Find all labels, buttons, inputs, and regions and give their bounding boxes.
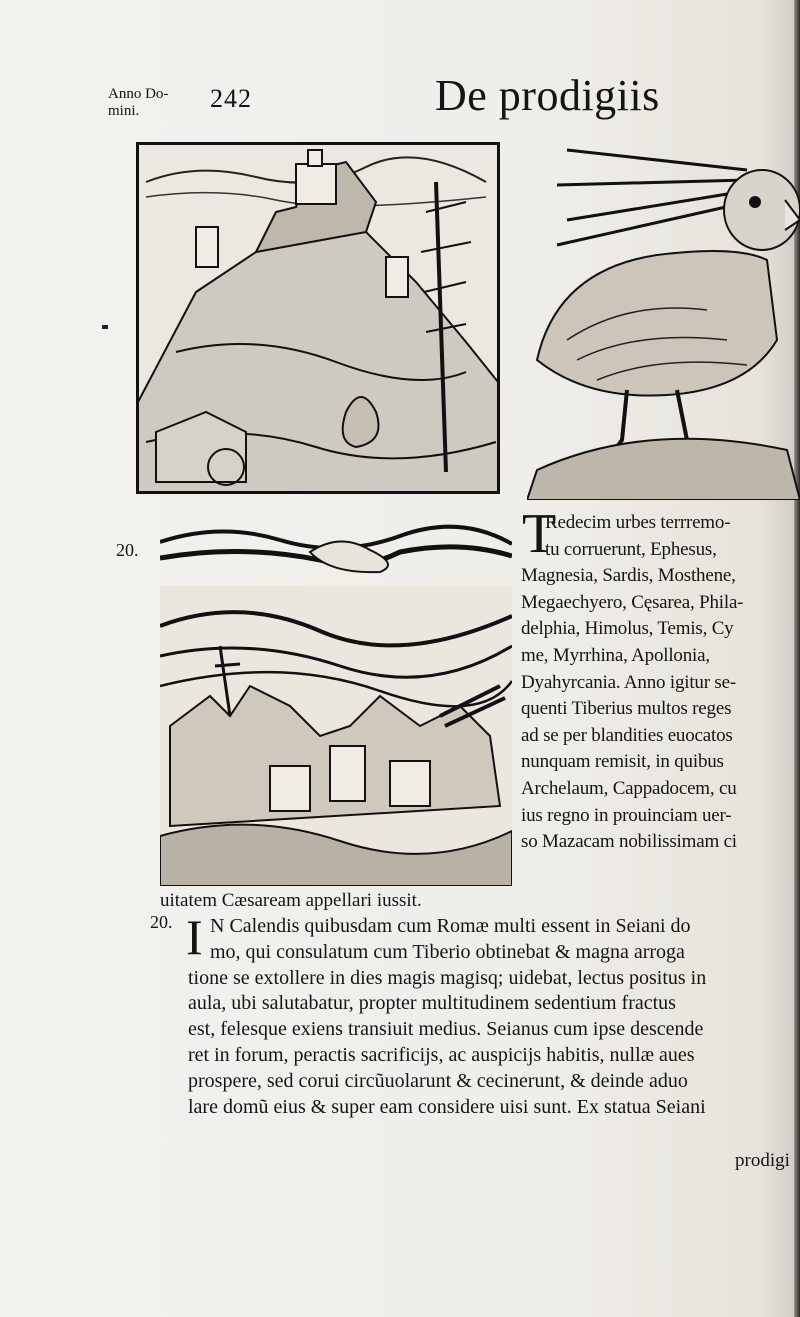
- castle-woodcut-icon: [136, 142, 500, 494]
- cloud-woodcut-icon: [160, 522, 512, 574]
- paragraph-2: [186, 909, 793, 1120]
- text-line: me, Myrrhina, Apollonia,: [521, 644, 710, 666]
- folio-number: 242: [210, 84, 252, 113]
- margin-number-2: 20.: [150, 912, 173, 932]
- text-line: so Mazacam nobilissimam ci: [521, 831, 737, 853]
- running-head: De prodigiis: [435, 71, 660, 120]
- margin-note: [108, 86, 168, 120]
- text-line: Dyahyrcania. Anno igitur se-: [521, 671, 736, 693]
- margin-note-line2: mini.: [108, 103, 140, 119]
- text-line: Redecim urbes terrremo-: [545, 512, 731, 533]
- catchword: prodigi: [735, 1150, 790, 1171]
- margin-note-line1: Anno Do-: [108, 86, 169, 102]
- text-line: N Calendis quibusdam cum Romæ multi essent in Seiani do: [210, 915, 691, 937]
- text-line: aula, ubi salutabatur, propter multitudinem sedentium fractus: [188, 992, 676, 1015]
- text-line: Megaechyero, Cęsarea, Phila-: [521, 591, 744, 613]
- text-line: est, felesque exiens transiuit medius. Seianus cum ipse descende: [188, 1018, 704, 1041]
- bird-woodcut-icon: [527, 140, 800, 500]
- text-line: ret in forum, peractis sacrificijs, ac auspicijs habitis, nullæ aues: [188, 1043, 695, 1066]
- paragraph-1-continuation: uitatem Cæsaream appellari iussit.: [160, 890, 422, 911]
- dropcap-t: T: [522, 503, 557, 565]
- paragraph-1: [521, 503, 791, 856]
- text-line: prospere, sed corui circũuolarunt & cecinerunt, & deinde aduo: [188, 1069, 688, 1092]
- text-line: tu corruerunt, Ephesus,: [545, 538, 717, 560]
- text-line: quenti Tiberius multos reges: [521, 698, 732, 720]
- text-line: ad se per blandities euocatos: [521, 724, 733, 746]
- text-line: lare domũ eius & super eam considere uisi sunt. Ex statua Seiani: [188, 1095, 706, 1118]
- text-line: delphia, Himolus, Temis, Cy: [521, 618, 734, 640]
- text-line: mo, qui consulatum cum Tiberio obtinebat & magna arroga: [210, 940, 685, 963]
- text-line: ius regno in prouinciam uer-: [521, 804, 732, 826]
- text-line: tione se extollere in dies magis magisq; uidebat, lectus positus in: [188, 966, 707, 989]
- text-line: Magnesia, Sardis, Mosthene,: [521, 565, 736, 587]
- dropcap-i: I: [186, 909, 203, 965]
- earthquake-city-woodcut-icon: [160, 586, 512, 886]
- ink-mark: [102, 325, 108, 329]
- text-line: nunquam remisit, in quibus: [521, 751, 724, 773]
- margin-number-1: 20.: [116, 540, 139, 560]
- text-line: Archelaum, Cappadocem, cu: [521, 777, 737, 799]
